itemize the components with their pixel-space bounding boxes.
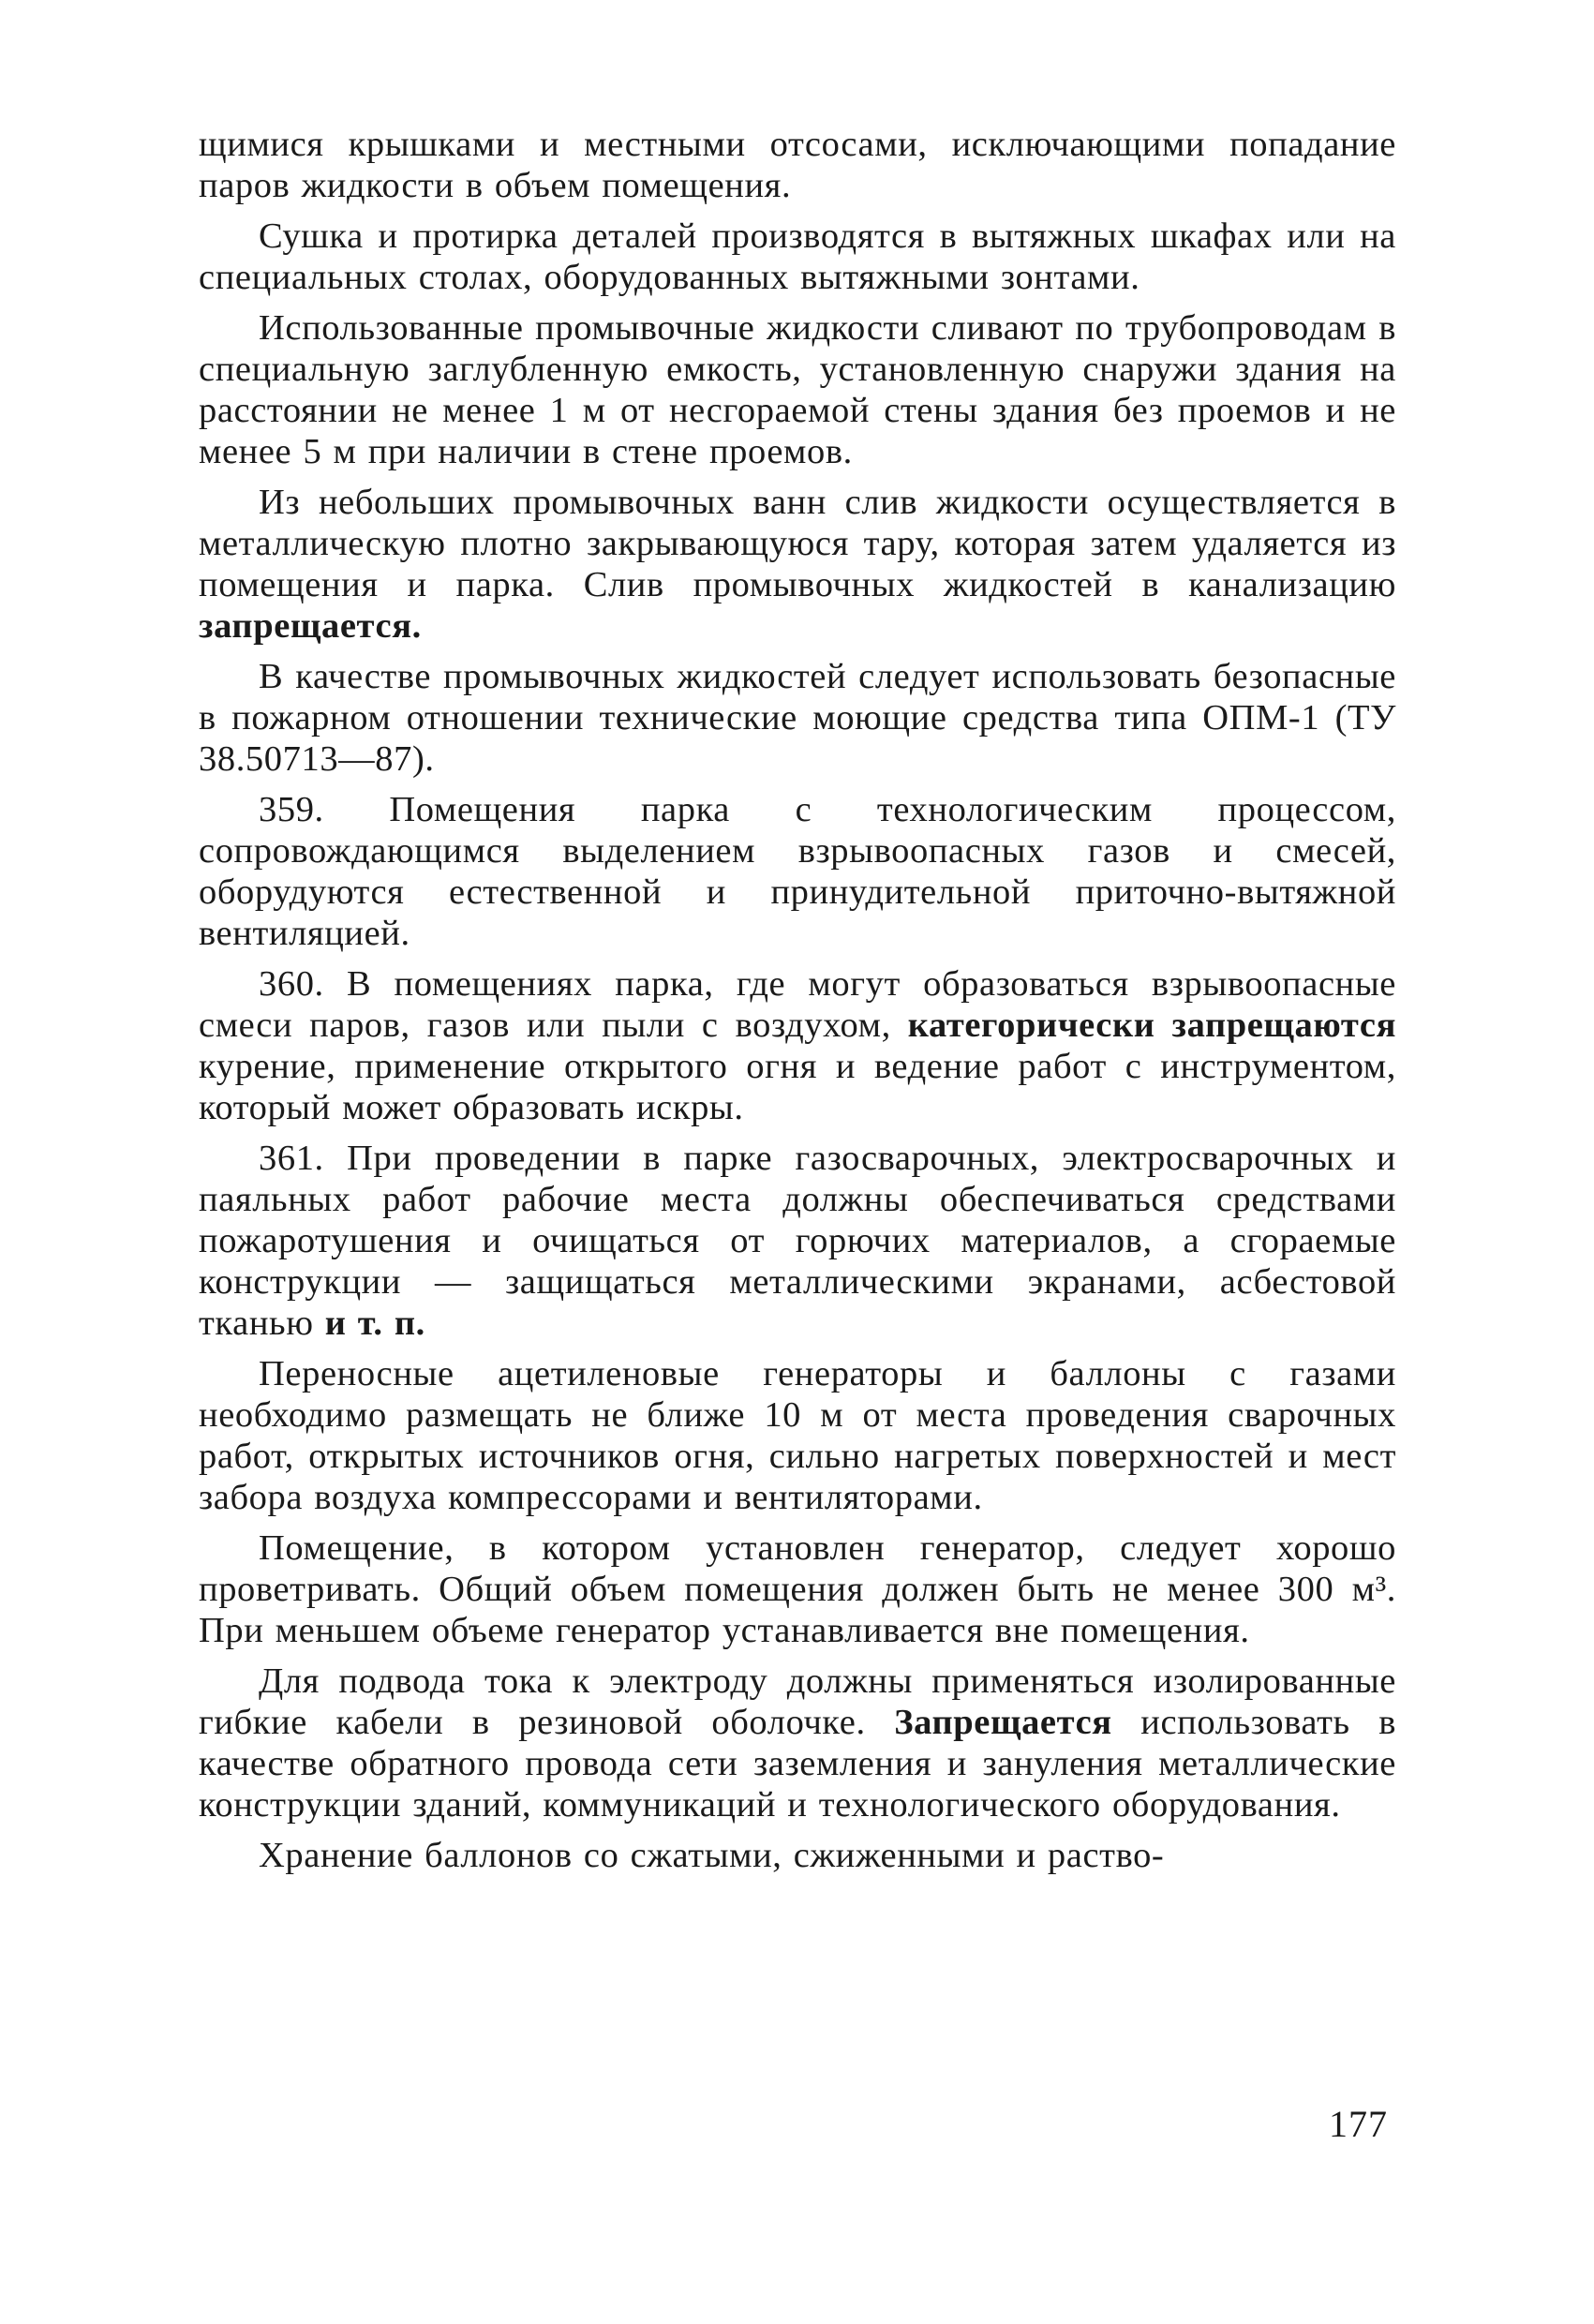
emphasis-text: категорически запрещаются [907, 1006, 1396, 1045]
text-run: Из небольших промывочных ванн слив жидкости осуществляется в металлическую плотно закрывающуюся тару, которая затем удаляется из помещения и парка. Слив промывочных жидкостей в канализацию [199, 483, 1396, 604]
text-run: Переносные ацетиленовые генераторы и баллоны с газами необходимо размещать не ближе 10 м от места проведения сварочных работ, открытых источников огня, сильно нагретых поверхностей и мест забора воздуха компрессорами и вентиляторами. [199, 1354, 1396, 1517]
text-run: Сушка и протирка деталей производятся в вытяжных шкафах или на специальных столах, оборудованных вытяжными зонтами. [199, 216, 1396, 297]
paragraph-cylinder-storage [199, 1835, 1396, 1876]
paragraph-item-359 [199, 789, 1396, 954]
text-run: Хранение баллонов со сжатыми, сжиженными и раство- [259, 1836, 1165, 1875]
paragraph-electrode-cables [199, 1661, 1396, 1825]
text-run: Помещение, в котором установлен генератор, следует хорошо проветривать. Общий объем помещения должен быть не менее 300 м³. При меньшем объеме генератор устанавливается вне помещения. [199, 1528, 1396, 1650]
text-run: использовать в качестве обратного провода сети заземления и зануления металлические конструкции зданий, коммуникаций и технологического оборудования. [199, 1703, 1396, 1825]
paragraph-portable-generators [199, 1353, 1396, 1518]
paragraph-continuation [199, 124, 1396, 206]
text-run: щимися крышками и местными отсосами, исключающими попадание паров жидкости в объем помещения. [199, 125, 1396, 205]
page-body [199, 124, 1396, 1876]
paragraph-item-360 [199, 963, 1396, 1128]
text-run: 360. В помещениях парка, где могут образоваться взрывоопасные смеси паров, газов или пыли с воздухом, [199, 964, 1396, 1045]
paragraph-small-baths [199, 482, 1396, 647]
emphasis-text: запрещается. [199, 606, 422, 646]
text-run: курение, применение открытого огня и ведение работ с инструментом, который может образовать искры. [199, 1047, 1396, 1127]
paragraph-used-liquids [199, 307, 1396, 472]
text-run: 361. При проведении в парке газосварочных, электросварочных и паяльных работ рабочие места должны обеспечиваться средствами пожаротушения и очищаться от горючих материалов, а сгораемые конструкции — защищаться металлическими экранами, асбестовой тканью [199, 1139, 1396, 1343]
paragraph-generator-room [199, 1527, 1396, 1651]
emphasis-text: и т. п. [324, 1304, 425, 1343]
paragraph-drying [199, 216, 1396, 298]
page-number: 177 [1329, 2103, 1388, 2145]
text-run: Использованные промывочные жидкости сливают по трубопроводам в специальную заглубленную емкость, установленную снаружи здания на расстоянии не менее 1 м от несгораемой стены здания без проемов и не менее 5 м при наличии в стене проемов. [199, 308, 1396, 471]
paragraph-washing-liquids [199, 656, 1396, 780]
text-run: В качестве промывочных жидкостей следует использовать безопасные в пожарном отношении технические моющие средства типа ОПМ-1 (ТУ 38.50713—87). [199, 657, 1396, 779]
text-run: Для подвода тока к электроду должны применяться изолированные гибкие кабели в резиновой оболочке. [199, 1661, 1396, 1742]
text-run: 359. Помещения парка с технологическим процессом, сопровождающимся выделением взрывоопасных газов и смесей, оборудуются естественной и принудительной приточно-вытяжной вентиляцией. [199, 790, 1396, 953]
paragraph-item-361 [199, 1138, 1396, 1344]
emphasis-text: Запрещается [894, 1703, 1112, 1742]
